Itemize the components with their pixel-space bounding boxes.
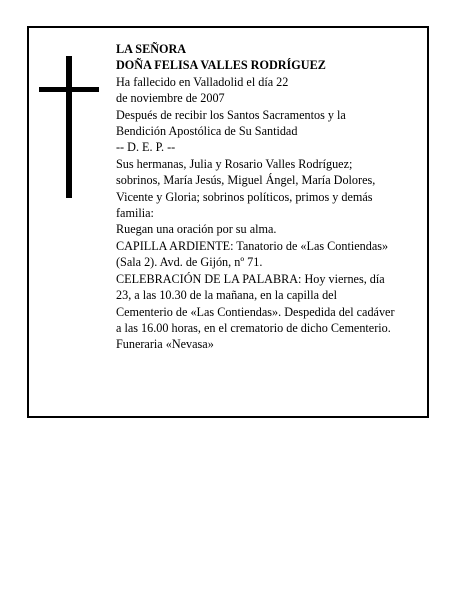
prayer-request-line: Ruegan una oración por su alma.	[116, 222, 277, 237]
death-date-line: de noviembre de 2007	[116, 91, 225, 106]
cross-vertical-bar	[66, 56, 72, 198]
family-line-1: Sus hermanas, Julia y Rosario Valles Rodríguez;	[116, 156, 353, 171]
family-line-3: Vicente y Gloria; sobrinos políticos, primos y demás	[116, 189, 373, 204]
latin-cross-icon	[39, 56, 99, 198]
deceased-title: LA SEÑORA	[116, 42, 187, 56]
family-line-4: familia:	[116, 206, 154, 221]
rip-line: -- D. E. P. --	[116, 140, 176, 155]
blessing-line: Bendición Apostólica de Su Santidad	[116, 124, 298, 139]
ceremony-line-2: 23, a las 10.30 de la mañana, en la capilla del	[116, 288, 337, 303]
ceremony-line-4: a las 16.00 horas, en el crematorio de dicho Cementerio.	[116, 320, 391, 335]
deceased-name: DOÑA FELISA VALLES RODRÍGUEZ	[116, 58, 326, 73]
obituary-notice	[27, 26, 429, 418]
ceremony-line-3: Cementerio de «Las Contiendas». Despedida del cadáver	[116, 304, 395, 319]
chapel-line-2: (Sala 2). Avd. de Gijón, nº 71.	[116, 255, 263, 270]
death-place-date-line: Ha fallecido en Valladolid el día 22	[116, 74, 289, 89]
family-line-2: sobrinos, María Jesús, Miguel Ángel, María Dolores,	[116, 173, 376, 188]
obituary-text	[116, 41, 426, 353]
ceremony-line-1: CELEBRACIÓN DE LA PALABRA: Hoy viernes, día	[116, 271, 385, 286]
cross-horizontal-bar	[39, 87, 99, 92]
funeral-home-line: Funeraria «Nevasa»	[116, 337, 214, 352]
chapel-line-1: CAPILLA ARDIENTE: Tanatorio de «Las Contiendas»	[116, 238, 389, 253]
sacraments-line: Después de recibir los Santos Sacramentos y la	[116, 107, 346, 122]
